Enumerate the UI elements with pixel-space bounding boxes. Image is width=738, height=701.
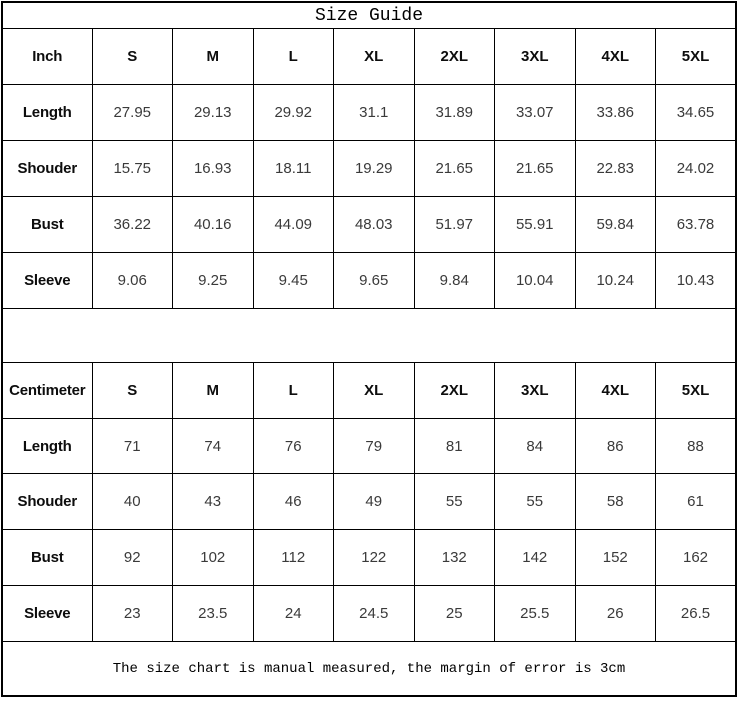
measurement-value: 122 — [334, 530, 415, 586]
measurement-value: 58 — [575, 474, 656, 530]
size-col-header: 2XL — [414, 362, 495, 418]
size-col-header: M — [173, 362, 254, 418]
measurement-value: 9.84 — [414, 252, 495, 308]
measurement-value: 36.22 — [92, 197, 173, 253]
measurement-value: 10.04 — [495, 252, 576, 308]
measurement-value: 21.65 — [414, 141, 495, 197]
measurement-value: 27.95 — [92, 85, 173, 141]
measurement-value: 49 — [334, 474, 415, 530]
measurement-value: 162 — [656, 530, 737, 586]
size-guide-table — [1, 1, 737, 697]
measurement-value: 59.84 — [575, 197, 656, 253]
measurement-value: 23 — [92, 586, 173, 642]
size-col-header: S — [92, 362, 173, 418]
measurement-value: 51.97 — [414, 197, 495, 253]
footer-row — [2, 642, 736, 696]
measurement-value: 79 — [334, 418, 415, 474]
measurement-value: 76 — [253, 418, 334, 474]
size-col-header: 4XL — [575, 29, 656, 85]
measurement-row — [2, 530, 736, 586]
measurement-value: 29.13 — [173, 85, 254, 141]
page-title: Size Guide — [2, 2, 736, 29]
size-col-header: XL — [334, 29, 415, 85]
centimeter-section — [2, 362, 736, 641]
measurement-row — [2, 141, 736, 197]
measurement-value: 24.5 — [334, 586, 415, 642]
measurement-value: 19.29 — [334, 141, 415, 197]
measurement-value: 112 — [253, 530, 334, 586]
measurement-label: Shouder — [2, 141, 92, 197]
measurement-value: 31.89 — [414, 85, 495, 141]
measurement-row — [2, 474, 736, 530]
size-col-header: 3XL — [495, 29, 576, 85]
measurement-value: 24.02 — [656, 141, 737, 197]
measurement-value: 88 — [656, 418, 737, 474]
measurement-value: 34.65 — [656, 85, 737, 141]
spacer-cell — [2, 308, 736, 362]
inch-section — [2, 29, 736, 308]
size-col-header: 5XL — [656, 29, 737, 85]
measurement-value: 55 — [495, 474, 576, 530]
measurement-value: 48.03 — [334, 197, 415, 253]
measurement-value: 24 — [253, 586, 334, 642]
measurement-value: 26.5 — [656, 586, 737, 642]
measurement-value: 152 — [575, 530, 656, 586]
measurement-value: 71 — [92, 418, 173, 474]
measurement-value: 92 — [92, 530, 173, 586]
measurement-value: 55.91 — [495, 197, 576, 253]
measurement-value: 33.07 — [495, 85, 576, 141]
measurement-row — [2, 418, 736, 474]
measurement-value: 102 — [173, 530, 254, 586]
measurement-value: 10.43 — [656, 252, 737, 308]
measurement-label: Bust — [2, 197, 92, 253]
measurement-value: 25 — [414, 586, 495, 642]
measurement-value: 74 — [173, 418, 254, 474]
measurement-value: 46 — [253, 474, 334, 530]
size-col-header: S — [92, 29, 173, 85]
size-header-row — [2, 29, 736, 85]
measurement-value: 9.06 — [92, 252, 173, 308]
size-col-header: XL — [334, 362, 415, 418]
unit-header-cell: Centimeter — [2, 362, 92, 418]
measurement-label: Length — [2, 85, 92, 141]
size-col-header: 3XL — [495, 362, 576, 418]
measurement-value: 15.75 — [92, 141, 173, 197]
measurement-value: 10.24 — [575, 252, 656, 308]
size-col-header: L — [253, 362, 334, 418]
size-col-header: 2XL — [414, 29, 495, 85]
measurement-value: 63.78 — [656, 197, 737, 253]
measurement-value: 86 — [575, 418, 656, 474]
title-row — [2, 2, 736, 29]
size-col-header: L — [253, 29, 334, 85]
measurement-label: Sleeve — [2, 252, 92, 308]
size-col-header: 4XL — [575, 362, 656, 418]
measurement-label: Sleeve — [2, 586, 92, 642]
spacer-row — [2, 308, 736, 362]
measurement-value: 29.92 — [253, 85, 334, 141]
measurement-value: 44.09 — [253, 197, 334, 253]
size-header-row — [2, 362, 736, 418]
measurement-value: 40 — [92, 474, 173, 530]
measurement-label: Shouder — [2, 474, 92, 530]
size-col-header: 5XL — [656, 362, 737, 418]
measurement-value: 9.45 — [253, 252, 334, 308]
measurement-value: 18.11 — [253, 141, 334, 197]
measurement-value: 132 — [414, 530, 495, 586]
measurement-value: 84 — [495, 418, 576, 474]
measurement-value: 25.5 — [495, 586, 576, 642]
measurement-value: 21.65 — [495, 141, 576, 197]
footer-note: The size chart is manual measured, the margin of error is 3cm — [2, 642, 736, 696]
size-col-header: M — [173, 29, 254, 85]
measurement-label: Bust — [2, 530, 92, 586]
measurement-value: 31.1 — [334, 85, 415, 141]
measurement-value: 81 — [414, 418, 495, 474]
measurement-value: 61 — [656, 474, 737, 530]
measurement-value: 22.83 — [575, 141, 656, 197]
measurement-value: 9.65 — [334, 252, 415, 308]
unit-header-cell: Inch — [2, 29, 92, 85]
measurement-row — [2, 252, 736, 308]
measurement-value: 23.5 — [173, 586, 254, 642]
measurement-row — [2, 85, 736, 141]
measurement-value: 40.16 — [173, 197, 254, 253]
measurement-row — [2, 586, 736, 642]
measurement-value: 26 — [575, 586, 656, 642]
measurement-value: 55 — [414, 474, 495, 530]
measurement-label: Length — [2, 418, 92, 474]
measurement-value: 33.86 — [575, 85, 656, 141]
measurement-row — [2, 197, 736, 253]
measurement-value: 9.25 — [173, 252, 254, 308]
measurement-value: 142 — [495, 530, 576, 586]
measurement-value: 16.93 — [173, 141, 254, 197]
measurement-value: 43 — [173, 474, 254, 530]
